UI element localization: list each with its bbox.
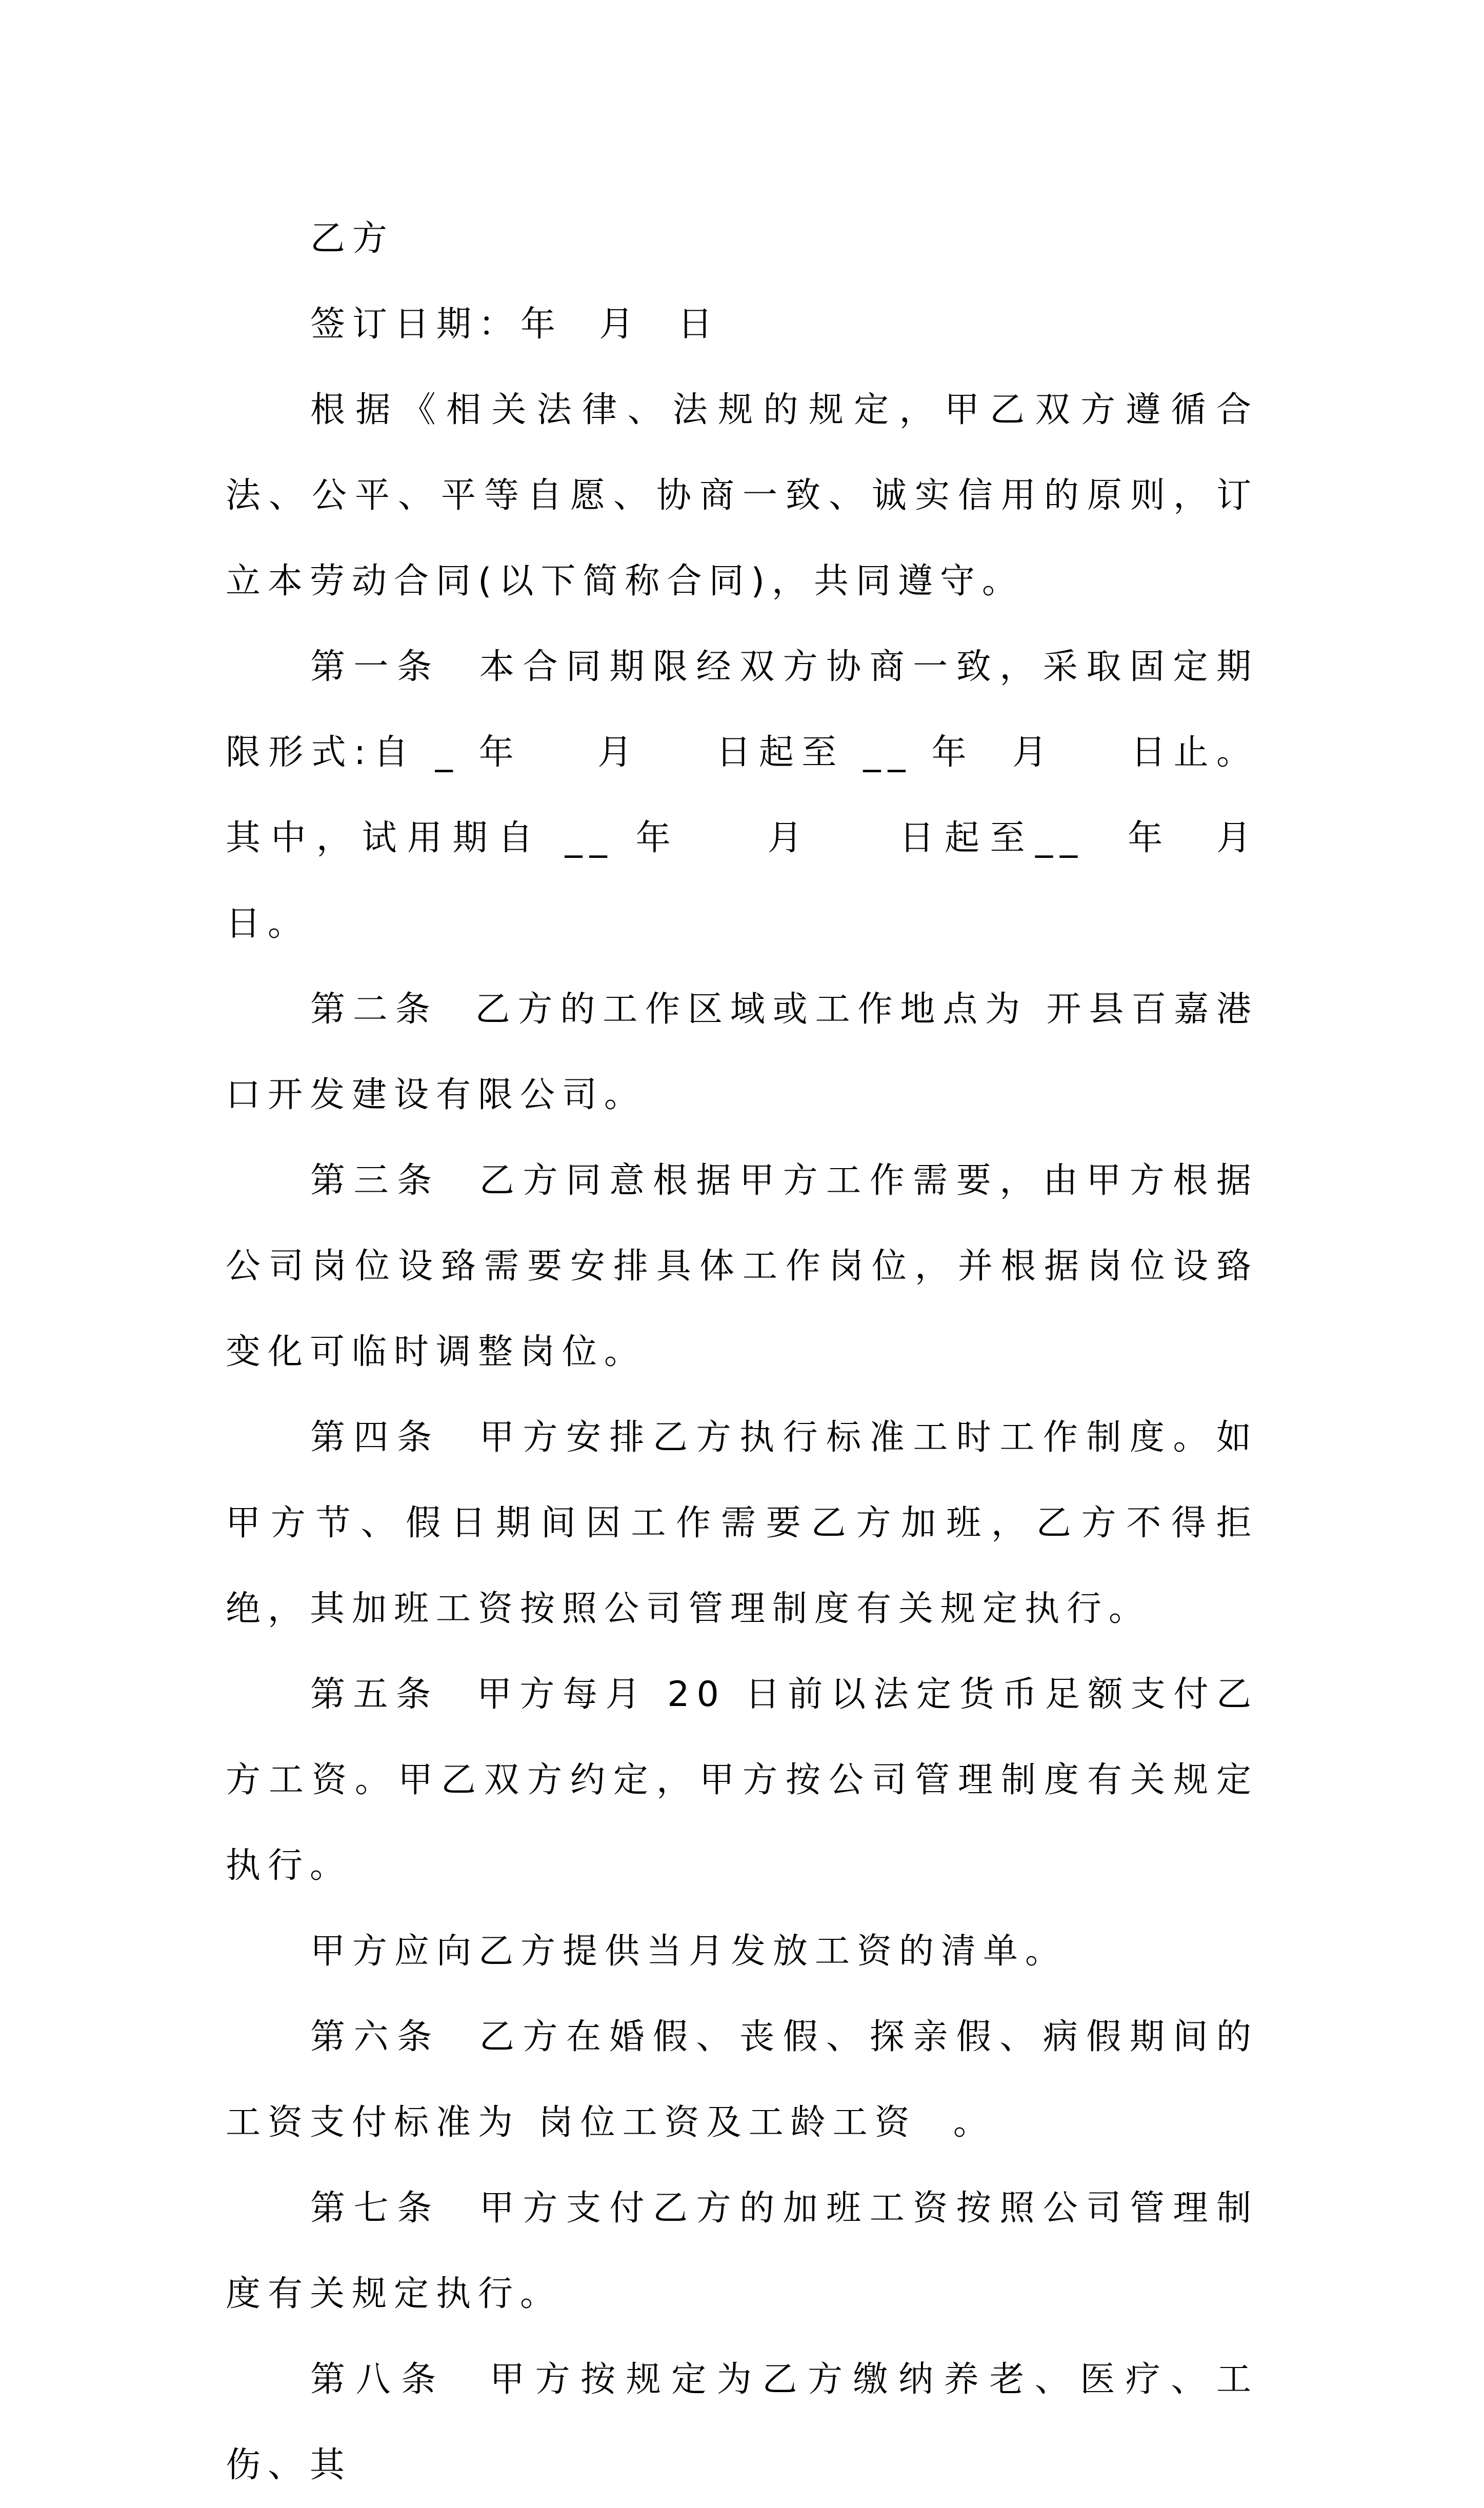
document-body	[226, 196, 1332, 2508]
signing-date: 签订日期：年 月 日	[310, 304, 720, 345]
article-8-paragraph: 第八条 甲方按规定为乙方缴纳养老、医疗、工伤、其	[226, 2359, 1258, 2485]
article-4-paragraph: 第四条 甲方安排乙方执行标准工时工作制度。如甲方节、假日期间因工作需要乙方加班，乙方不得拒绝，其加班工资按照公司管理制度有关规定执行。	[226, 1417, 1258, 1629]
preamble-paragraph: 根据《相关法律、法规的规定，甲乙双方遵循合法、公平、平等自愿、协商一致、诚实信用的原则，订立本劳动合同(以下简称合同)，共同遵守。	[226, 390, 1258, 601]
article-5-paragraph: 第五条 甲方每月 20 日前以法定货币足额支付乙方工资。甲乙双方约定，甲方按公司管理制度有关规定执行。	[226, 1674, 1258, 1886]
article-6-paragraph: 第六条 乙方在婚假、丧假、探亲假、病假期间的工资支付标准为 岗位工资及工龄工资 。	[226, 2017, 1258, 2143]
article-5-continuation: 甲方应向乙方提供当月发放工资的清单。	[310, 1931, 1068, 1972]
article-7-paragraph: 第七条 甲方支付乙方的加班工资按照公司管理制度有关规定执行。	[226, 2188, 1258, 2314]
party-b-label: 乙方	[310, 218, 395, 259]
article-1-paragraph: 第一条 本合同期限经双方协商一致，采取固定期限形式:自 _ 年 月 日起至 __ 年 月 日止。其中，试用期自 __ 年 月 日起至__ 年 月 日。	[226, 647, 1332, 944]
article-3-paragraph: 第三条 乙方同意根据甲方工作需要，由甲方根据公司岗位设臵需要安排具体工作岗位，并根据岗位设臵变化可临时调整岗位。	[226, 1160, 1258, 1372]
article-2-paragraph: 第二条 乙方的工作区域或工作地点为 开县百嘉港口开发建设有限公司。	[226, 989, 1258, 1115]
